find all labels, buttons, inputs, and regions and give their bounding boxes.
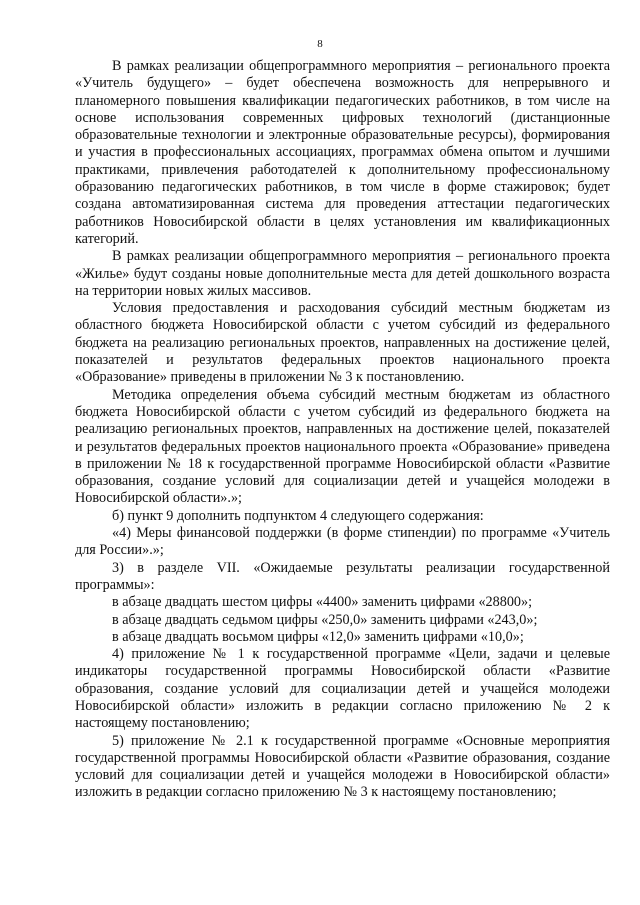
paragraph-amendment-28: в абзаце двадцать восьмом цифры «12,0» заменить цифрами «10,0»; bbox=[112, 628, 524, 645]
paragraph-appendix-1: 4) приложение № 1 к государственной программе «Цели, задачи и целевые индикаторы государственной программы Новосибирской области «Развитие образования, создание условий для социализации детей и учащейся молодежи Новосибирской области» изложить в редакции согласно приложению № 2 к настоящему постановлению; bbox=[75, 646, 610, 732]
paragraph-amendment-26: в абзаце двадцать шестом цифры «4400» заменить цифрами «28800»; bbox=[112, 594, 533, 611]
paragraph-subsidy-methodology: Методика определения объема субсидий местным бюджетам из областного бюджета Новосибирской области с учетом субсидий из федерального бюджета на реализацию региональных проектов, направленных на достижение целей, показателей и результатов федеральных проектов национального проекта «Образование» приведена в приложении № 18 к государственной программе Новосибирской области «Развитие образования, создание условий для социализации детей и учащейся молодежи в Новосибирской области».»; bbox=[75, 386, 610, 507]
paragraph-appendix-2-1: 5) приложение № 2.1 к государственной программе «Основные мероприятия государственной программы Новосибирской области «Развитие образования, создание условий для социализации детей и учащейся молодежи в Новосибирской области» изложить в редакции согласно приложению № 3 к настоящему постановлению; bbox=[75, 732, 610, 801]
paragraph-section-vii: 3) в разделе VII. «Ожидаемые результаты реализации государственной программы»: bbox=[75, 559, 610, 593]
paragraph-housing: В рамках реализации общепрограммного мероприятия – регионального проекта «Жилье» будут созданы новые дополнительные места для детей дошкольного возраста на территории новых жилых массивов. bbox=[75, 248, 610, 299]
paragraph-subsidy-conditions: Условия предоставления и расходования субсидий местным бюджетам из областного бюджета Новосибирской области с учетом субсидий из федерального бюджета на реализацию региональных проектов, направленных на достижение целей, показателей и результатов федеральных проектов национального проекта «Образование» приведены в приложении № 3 к постановлению. bbox=[75, 300, 610, 386]
document-body bbox=[75, 58, 610, 802]
paragraph-financial-support: «4) Меры финансовой поддержки (в форме стипендии) по программе «Учитель для России».»; bbox=[75, 525, 610, 559]
paragraph-amendment-27: в абзаце двадцать седьмом цифры «250,0» заменить цифрами «243,0»; bbox=[112, 611, 538, 628]
paragraph-point-9: б) пункт 9 дополнить подпунктом 4 следующего содержания: bbox=[112, 507, 484, 524]
paragraph-teacher-future: В рамках реализации общепрограммного мероприятия – регионального проекта «Учитель будущего» – будет обеспечена возможность для непрерывного и планомерного повышения квалификации педагогических работников, в том числе на основе использования современных цифровых технологий (дистанционные образовательные технологии и электронные образовательные ресурсы), формирования и участия в профессиональных ассоциациях, программах обмена опытом и лучшими практиками, привлечения работодателей к дополнительному профессиональному образованию педагогических работников, в том числе в форме стажировок; будет создана автоматизированная система для проведения аттестации педагогических работников Новосибирской области в целях установления им квалификационных категорий. bbox=[75, 58, 610, 247]
page-number: 8 bbox=[317, 38, 323, 50]
